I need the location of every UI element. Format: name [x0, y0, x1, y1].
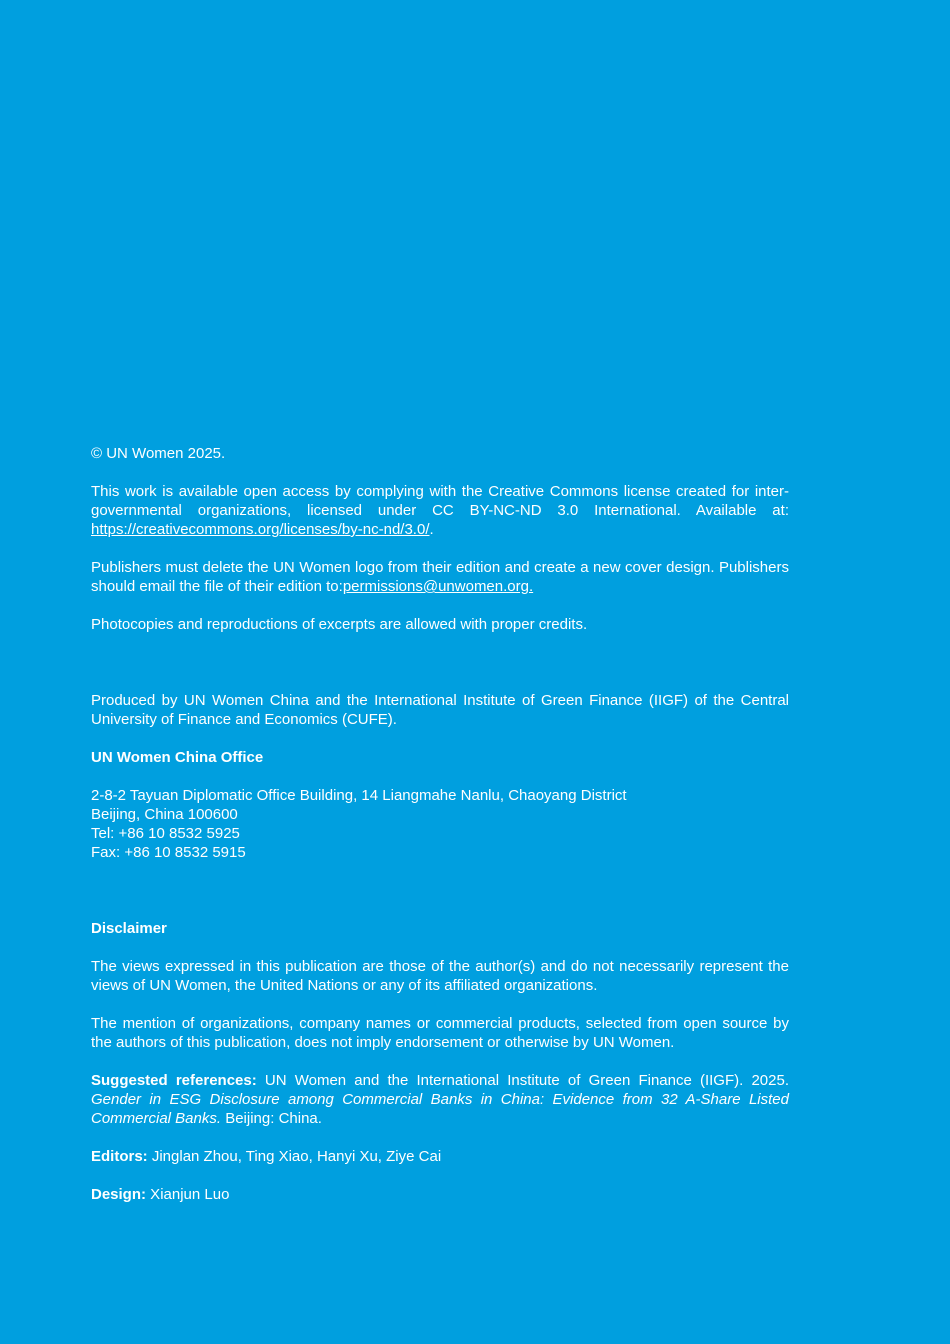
publishers-text: Publishers must delete the UN Women logo from their edition and create a new cover design. Publishers should email the file of their edition to:: [91, 559, 789, 595]
office-address: [91, 786, 789, 862]
publishers-paragraph: [91, 558, 789, 596]
address-line-1: 2-8-2 Tayuan Diplomatic Office Building, 14 Liangmahe Nanlu, Chaoyang District: [91, 787, 627, 804]
license-text: This work is available open access by complying with the Creative Commons license created for inter-governmental organizations, licensed under CC BY-NC-ND 3.0 International. Available at:: [91, 483, 789, 519]
license-end: .: [429, 521, 434, 538]
permissions-email-link[interactable]: permissions@unwomen.org.: [342, 578, 534, 595]
references-title: Gender in ESG Disclosure among Commercial Banks in China: Evidence from 32 A-Share Listed Commercial Banks.: [91, 1091, 789, 1127]
photocopies-paragraph: Photocopies and reproductions of excerpts are allowed with proper credits.: [91, 616, 588, 633]
license-paragraph: [91, 482, 789, 539]
disclaimer-paragraph-1: The views expressed in this publication are those of the author(s) and do not necessarily represent the views of UN Women, the United Nations or any of its affiliated organizations.: [91, 958, 789, 994]
design-label: Design:: [91, 1186, 147, 1203]
back-cover-text: [91, 444, 789, 1204]
office-heading: UN Women China Office: [91, 749, 264, 766]
editors-line: [91, 1147, 789, 1166]
references-label: Suggested references:: [91, 1072, 257, 1089]
disclaimer-heading: Disclaimer: [91, 920, 167, 937]
copyright-notice: © UN Women 2025.: [91, 445, 226, 462]
fax: Fax: +86 10 8532 5915: [91, 844, 246, 861]
telephone: Tel: +86 10 8532 5925: [91, 825, 240, 842]
editors-names: Jinglan Zhou, Ting Xiao, Hanyi Xu, Ziye Cai: [147, 1148, 442, 1165]
address-line-2: Beijing, China 100600: [91, 806, 238, 823]
design-line: [91, 1185, 789, 1204]
references-text: UN Women and the International Institute of Green Finance (IIGF). 2025.: [256, 1072, 789, 1089]
produced-by-paragraph: Produced by UN Women China and the International Institute of Green Finance (IIGF) of the Central University of Finance and Economics (CUFE).: [91, 692, 789, 728]
references-end: Beijing: China.: [221, 1110, 322, 1127]
disclaimer-paragraph-2: The mention of organizations, company names or commercial products, selected from open source by the authors of this publication, does not imply endorsement or otherwise by UN Women.: [91, 1015, 789, 1051]
editors-label: Editors:: [91, 1148, 148, 1165]
license-link[interactable]: https://creativecommons.org/licenses/by-nc-nd/3.0/: [91, 521, 430, 538]
suggested-references: [91, 1071, 789, 1128]
design-name: Xianjun Luo: [146, 1186, 230, 1203]
